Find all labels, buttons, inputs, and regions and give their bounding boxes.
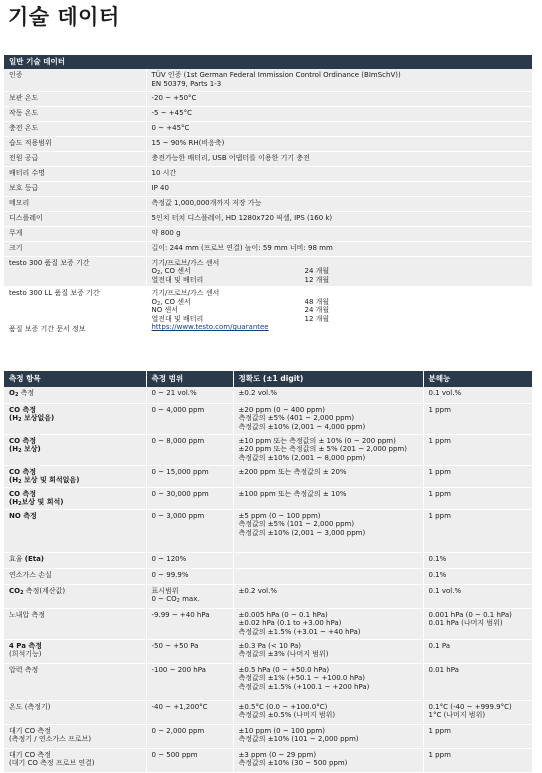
row-label: 인증 bbox=[4, 69, 146, 91]
measure-name: 연소가스 손실 bbox=[4, 568, 146, 584]
measure-name: 압력 측정 bbox=[4, 663, 146, 700]
general-table-header bbox=[4, 55, 532, 69]
certification-line: TÜV 인증 (1st German Federal Immission Control Ordinance (BImSchV)) bbox=[151, 71, 401, 79]
warranty-300-row bbox=[4, 256, 532, 287]
measure-accuracy: ±0.005 hPa (0 ~ 0.1 hPa) ±0.02 hPa (0.1 to +3.00 hPa) 측정값의 ±1.5% (+3.01 ~ +40 hPa) bbox=[233, 608, 423, 639]
measure-range: -40 ~ +1,200°C bbox=[146, 700, 233, 724]
measurement-row bbox=[4, 434, 532, 465]
warranty-period: 48 개월 bbox=[304, 297, 330, 306]
warranty-300ll-label: testo 300 LL 품질 보증 기간 bbox=[9, 289, 100, 297]
general-row bbox=[4, 196, 532, 211]
measure-resolution: 1 ppm bbox=[423, 434, 532, 465]
measurement-row bbox=[4, 663, 532, 700]
measure-accuracy: ±200 ppm 또는 측정값의 ± 20% bbox=[233, 465, 423, 487]
measurement-row bbox=[4, 465, 532, 487]
measure-resolution: 0.1% bbox=[423, 552, 532, 568]
measure-resolution: 1 ppm bbox=[423, 724, 532, 748]
measure-resolution: 1 ppm bbox=[423, 487, 532, 509]
measure-resolution: 0.1 vol.% bbox=[423, 584, 532, 608]
measure-resolution: 1 ppm bbox=[423, 465, 532, 487]
measure-range: 0 ~ 15,000 ppm bbox=[146, 465, 233, 487]
measure-name: 대기 CO 측정 (측정기 / 연소가스 프로브) bbox=[4, 724, 146, 748]
row-value: 충전가능한 배터리, USB 어댑터를 이용한 기기 충전 bbox=[146, 151, 532, 166]
measurement-row bbox=[4, 724, 532, 748]
measurement-row bbox=[4, 509, 532, 552]
general-row bbox=[4, 91, 532, 106]
measure-accuracy: ±100 ppm 또는 측정값의 ± 10% bbox=[233, 487, 423, 509]
measure-accuracy: ±20 ppm (0 ~ 400 ppm) 측정값의 ±5% (401 ~ 2,000 ppm) 측정값의 ±10% (2,001 ~ 4,000 ppm) bbox=[233, 403, 423, 434]
measurement-row bbox=[4, 487, 532, 509]
row-value: 5인치 터치 디스플레이, HD 1280x720 픽셀, IPS (160 k) bbox=[146, 211, 532, 226]
measurement-row bbox=[4, 387, 532, 403]
warranty-line bbox=[152, 298, 528, 307]
row-value bbox=[146, 256, 532, 287]
measure-range: -50 ~ +50 Pa bbox=[146, 639, 233, 663]
row-label: 보호 등급 bbox=[4, 181, 146, 196]
row-value: 측정값 1,000,000개까지 저장 가능 bbox=[146, 196, 532, 211]
measure-name: 대기 CO 측정 (대기 CO 측정 프로브 연결) bbox=[4, 748, 146, 772]
measure-range: -9.99 ~ +40 hPa bbox=[146, 608, 233, 639]
measurement-row bbox=[4, 584, 532, 608]
general-row bbox=[4, 226, 532, 241]
warranty-item: NO 센서 bbox=[151, 306, 178, 314]
general-row bbox=[4, 136, 532, 151]
row-value: 약 800 g bbox=[146, 226, 532, 241]
row-value: IP 40 bbox=[146, 181, 532, 196]
row-label: 보관 온도 bbox=[4, 91, 146, 106]
col-header-range: 측정 범위 bbox=[146, 371, 233, 387]
measure-accuracy: ±5 ppm (0 ~ 100 ppm) 측정값의 ±5% (101 ~ 2,000 ppm) 측정값의 ±10% (2,001 ~ 3,000 ppm) bbox=[233, 509, 423, 552]
measure-accuracy: ±10 ppm (0 ~ 100 ppm) 측정값의 ±10% (101 ~ 2,000 ppm) bbox=[233, 724, 423, 748]
measure-range: 0 ~ 4,000 ppm bbox=[146, 403, 233, 434]
measurement-table bbox=[4, 371, 533, 773]
row-label: 무게 bbox=[4, 226, 146, 241]
measure-accuracy: ±0.5°C (0.0 ~ +100.0°C) 측정값의 ±0.5% (나머지 범위) bbox=[233, 700, 423, 724]
row-label: 디스플레이 bbox=[4, 211, 146, 226]
measure-range: 0 ~ 500 ppm bbox=[146, 748, 233, 772]
measure-name: CO 측정 ($H_2$ 보상없음) bbox=[4, 403, 146, 434]
row-label: 습도 적용범위 bbox=[4, 136, 146, 151]
warranty-period: 24 개월 bbox=[304, 267, 330, 275]
measure-name: 효율 (Eta) bbox=[4, 552, 146, 568]
measure-resolution: 1 ppm bbox=[423, 403, 532, 434]
measure-accuracy: ±0.2 vol.% bbox=[233, 387, 423, 403]
general-row bbox=[4, 69, 532, 91]
row-label: 작동 온도 bbox=[4, 106, 146, 121]
warranty-item: 기기/프로브/가스 센서 bbox=[151, 258, 220, 267]
measure-range: -100 ~ 200 hPa bbox=[146, 663, 233, 700]
measure-name: $O_2$ 측정 bbox=[4, 387, 146, 403]
row-label: 충전 온도 bbox=[4, 121, 146, 136]
row-value bbox=[146, 287, 532, 339]
col-header-resolution: 분해능 bbox=[423, 371, 532, 387]
warranty-period: 12 개월 bbox=[304, 314, 330, 323]
measure-name: CO 측정 ($H_2$ 보상 및 희석없음) bbox=[4, 465, 146, 487]
row-value bbox=[146, 69, 532, 91]
col-header-accuracy: 정확도 (±1 digit) bbox=[233, 371, 423, 387]
measure-range: 0 ~ 3,000 ppm bbox=[146, 509, 233, 552]
row-label: 배터리 수명 bbox=[4, 166, 146, 181]
row-label: 크기 bbox=[4, 241, 146, 256]
warranty-line bbox=[152, 267, 528, 276]
general-row bbox=[4, 121, 532, 136]
warranty-line bbox=[152, 306, 528, 315]
measure-name: 노내압 측정 bbox=[4, 608, 146, 639]
measure-resolution: 0.1 Pa bbox=[423, 639, 532, 663]
measurement-row bbox=[4, 608, 532, 639]
measure-range: 0 ~ 8,000 ppm bbox=[146, 434, 233, 465]
warranty-item: 열전대 및 배터리 bbox=[151, 314, 204, 323]
measure-range: 0 ~ 99.9% bbox=[146, 568, 233, 584]
measurement-table-header bbox=[4, 371, 532, 387]
measure-range: 0 ~ 30,000 ppm bbox=[146, 487, 233, 509]
general-row bbox=[4, 211, 532, 226]
row-value: -20 ~ +50°C bbox=[146, 91, 532, 106]
guarantee-link[interactable]: https://www.testo.com/guarantee bbox=[151, 323, 269, 331]
certification-line: EN 50379, Parts 1-3 bbox=[151, 79, 222, 88]
general-row bbox=[4, 166, 532, 181]
measure-name: NO 측정 bbox=[4, 509, 146, 552]
warranty-item: $O_2$, CO 센서 bbox=[151, 297, 191, 307]
measure-name: 온도 (측정기) bbox=[4, 700, 146, 724]
general-row bbox=[4, 106, 532, 121]
warranty-item: $O_2$, CO 센서 bbox=[151, 267, 191, 276]
measure-accuracy: ±0.5 hPa (0 ~ +50.0 hPa) 측정값의 ±1% (+50.1 ~ +100.0 hPa) 측정값의 ±1.5% (+100.1 ~ +200 hPa) bbox=[233, 663, 423, 700]
measure-resolution: 0.001 hPa (0 ~ 0.1 hPa) 0.01 hPa (나머지 범위) bbox=[423, 608, 532, 639]
row-value: 0 ~ +45°C bbox=[146, 121, 532, 136]
warranty-line bbox=[152, 259, 528, 268]
measure-resolution: 0.1% bbox=[423, 568, 532, 584]
measure-range: 0 ~ 120% bbox=[146, 552, 233, 568]
warranty-line bbox=[152, 289, 528, 298]
measurement-row bbox=[4, 403, 532, 434]
measure-accuracy: ±10 ppm 또는 측정값의 ± 10% (0 ~ 200 ppm) ±20 ppm 또는 측정값의 ± 5% (201 ~ 2,000 ppm) 측정값의 ±10% (2,001 ~ 8,000 ppm) bbox=[233, 434, 423, 465]
row-label: 전원 공급 bbox=[4, 151, 146, 166]
measurement-row bbox=[4, 552, 532, 568]
warranty-line bbox=[152, 315, 528, 324]
measure-name: CO 측정 ($H_2$보상 및 희석) bbox=[4, 487, 146, 509]
row-label: 메모리 bbox=[4, 196, 146, 211]
measure-range: 표시범위 0 ~ $CO_2$ max. bbox=[146, 584, 233, 608]
warranty-line bbox=[152, 276, 528, 285]
warranty-doc-label: 품질 보증 기간 문서 정보 bbox=[9, 325, 86, 333]
row-label bbox=[4, 287, 146, 339]
measure-accuracy bbox=[233, 568, 423, 584]
measure-range: 0 ~ 2,000 ppm bbox=[146, 724, 233, 748]
measurement-row bbox=[4, 639, 532, 663]
warranty-period: 12 개월 bbox=[304, 275, 330, 284]
measure-resolution: 0.1°C (-40 ~ +999.9°C) 1°C (나머지 범위) bbox=[423, 700, 532, 724]
measurement-row bbox=[4, 748, 532, 772]
page-title: 기술 데이터 bbox=[8, 5, 120, 29]
general-table-title: 일반 기술 데이터 bbox=[4, 55, 532, 69]
general-row bbox=[4, 151, 532, 166]
measurement-row bbox=[4, 568, 532, 584]
general-row bbox=[4, 181, 532, 196]
warranty-period: 24 개월 bbox=[304, 306, 330, 314]
measure-resolution: 0.1 vol.% bbox=[423, 387, 532, 403]
warranty-item: 열전대 및 배터리 bbox=[151, 275, 204, 284]
general-tech-data-table bbox=[4, 55, 532, 339]
measure-accuracy: ±0.3 Pa (< 10 Pa) 측정값의 ±3% (나머지 범위) bbox=[233, 639, 423, 663]
measure-resolution: 1 ppm bbox=[423, 509, 532, 552]
warranty-300ll-row bbox=[4, 287, 532, 339]
measure-resolution: 0.01 hPa bbox=[423, 663, 532, 700]
measurement-row bbox=[4, 700, 532, 724]
measure-accuracy bbox=[233, 552, 423, 568]
measure-accuracy: ±3 ppm (0 ~ 29 ppm) 측정값의 ±10% (30 ~ 500 ppm) bbox=[233, 748, 423, 772]
general-row bbox=[4, 241, 532, 256]
row-value: 15 ~ 90% RH(비응축) bbox=[146, 136, 532, 151]
measure-resolution: 1 ppm bbox=[423, 748, 532, 772]
row-label: testo 300 품질 보증 기간 bbox=[4, 256, 146, 287]
row-value: 길이: 244 mm (프로브 연결) 높이: 59 mm 너비: 98 mm bbox=[146, 241, 532, 256]
measure-accuracy: ±0.2 vol.% bbox=[233, 584, 423, 608]
col-header-item: 측정 항목 bbox=[4, 371, 146, 387]
measure-name: $CO_2$ 측정(계산값) bbox=[4, 584, 146, 608]
measure-name: CO 측정 ($H_2$ 보상) bbox=[4, 434, 146, 465]
row-value: -5 ~ +45°C bbox=[146, 106, 532, 121]
measure-range: 0 ~ 21 vol.% bbox=[146, 387, 233, 403]
warranty-item: 기기/프로브/가스 센서 bbox=[151, 289, 220, 297]
measure-name: 4 Pa 측정 (희석기능) bbox=[4, 639, 146, 663]
row-value: 10 시간 bbox=[146, 166, 532, 181]
